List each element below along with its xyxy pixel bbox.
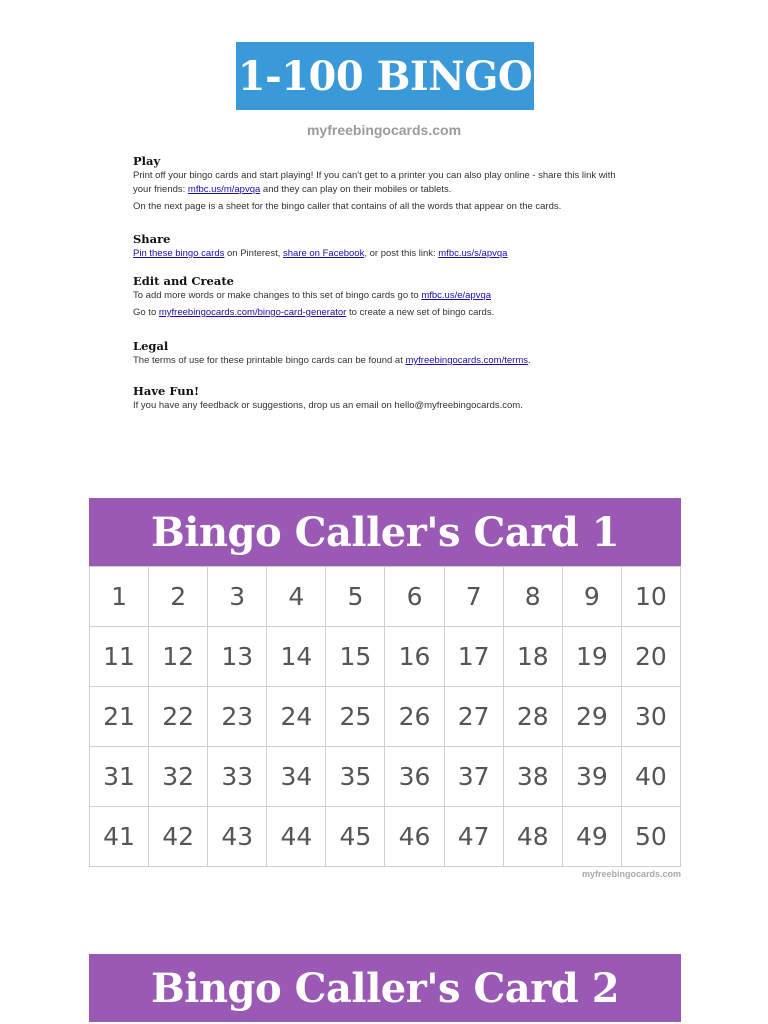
callers-card-2 [89, 954, 681, 1022]
legal-text [133, 354, 633, 368]
legal-heading: Legal [133, 339, 169, 353]
number-cell: 11 [90, 627, 149, 687]
number-cell: 43 [208, 807, 267, 867]
terms-link[interactable]: myfreebingocards.com/terms [405, 355, 528, 366]
number-cell: 12 [149, 627, 208, 687]
number-cell: 25 [326, 687, 385, 747]
number-cell: 20 [622, 627, 681, 687]
card-watermark: myfreebingocards.com [581, 869, 681, 879]
number-cell: 50 [622, 807, 681, 867]
number-cell: 40 [622, 747, 681, 807]
generator-link[interactable]: myfreebingocards.com/bingo-card-generator [158, 307, 347, 318]
edit-text-2-post: to create a new set of bingo cards. [346, 307, 495, 318]
number-cell: 3 [208, 567, 267, 627]
share-text-1: on Pinterest, [224, 248, 283, 259]
number-cell: 16 [385, 627, 444, 687]
fun-heading: Have Fun! [133, 384, 200, 398]
number-cell: 46 [385, 807, 444, 867]
number-cell: 1 [90, 567, 149, 627]
number-cell: 44 [267, 807, 326, 867]
facebook-link[interactable]: share on Facebook [283, 248, 365, 259]
page-title: 1-100 BINGO [236, 42, 534, 110]
number-cell: 26 [385, 687, 444, 747]
share-text [133, 247, 633, 261]
number-cell: 15 [326, 627, 385, 687]
edit-text-1-pre: To add more words or make changes to this set of bingo cards go to [133, 290, 422, 301]
number-cell: 34 [267, 747, 326, 807]
number-cell: 31 [90, 747, 149, 807]
edit-text-2-pre: Go to [133, 307, 159, 318]
number-cell: 4 [267, 567, 326, 627]
card-title: Bingo Caller's Card 1 [89, 498, 681, 566]
edit-text-1 [133, 289, 633, 303]
play-heading: Play [133, 154, 161, 168]
number-cell: 48 [504, 807, 563, 867]
number-cell: 32 [149, 747, 208, 807]
number-cell: 24 [267, 687, 326, 747]
number-cell: 42 [149, 807, 208, 867]
play-section [133, 154, 633, 214]
fun-text: If you have any feedback or suggestions, drop us an email on hello@myfreebingocards.com. [133, 400, 523, 411]
number-cell: 47 [445, 807, 504, 867]
play-text-post: and they can play on their mobiles or tablets. [260, 184, 452, 195]
number-cell: 18 [504, 627, 563, 687]
share-link[interactable]: mfbc.us/s/apvqa [438, 248, 508, 259]
legal-text-pre: The terms of use for these printable bingo cards can be found at [133, 355, 406, 366]
number-cell: 2 [149, 567, 208, 627]
play-text-2: On the next page is a sheet for the bingo caller that contains of all the words that appear on the cards. [133, 201, 562, 212]
edit-section [133, 274, 633, 320]
share-heading: Share [133, 232, 171, 246]
number-cell: 21 [90, 687, 149, 747]
site-name: myfreebingocards.com [306, 122, 462, 138]
number-cell: 19 [563, 627, 622, 687]
legal-text-post: . [527, 355, 531, 366]
number-cell: 23 [208, 687, 267, 747]
number-cell: 30 [622, 687, 681, 747]
number-cell: 38 [504, 747, 563, 807]
number-cell: 13 [208, 627, 267, 687]
fun-section [133, 384, 633, 413]
legal-section [133, 339, 633, 368]
number-cell: 39 [563, 747, 622, 807]
number-cell: 5 [326, 567, 385, 627]
number-cell: 37 [445, 747, 504, 807]
share-text-2: , or post this link: [364, 248, 439, 259]
play-text-pre: Print off your bingo cards and start playing! If you can't get to a printer you can also play online - share this link with your friends: [133, 170, 616, 195]
number-cell: 33 [208, 747, 267, 807]
number-cell: 29 [563, 687, 622, 747]
card-title: Bingo Caller's Card 2 [89, 954, 681, 1022]
number-cell: 8 [504, 567, 563, 627]
number-cell: 28 [504, 687, 563, 747]
number-cell: 22 [149, 687, 208, 747]
number-cell: 45 [326, 807, 385, 867]
number-cell: 10 [622, 567, 681, 627]
number-cell: 17 [445, 627, 504, 687]
callers-card-1 [89, 498, 681, 879]
edit-link[interactable]: mfbc.us/e/apvqa [421, 290, 492, 301]
number-cell: 35 [326, 747, 385, 807]
play-text [133, 169, 633, 197]
number-cell: 7 [445, 567, 504, 627]
number-grid [89, 566, 681, 867]
number-cell: 49 [563, 807, 622, 867]
number-cell: 27 [445, 687, 504, 747]
pinterest-link[interactable]: Pin these bingo cards [133, 248, 225, 259]
edit-text-2 [133, 306, 633, 320]
number-cell: 41 [90, 807, 149, 867]
number-cell: 6 [385, 567, 444, 627]
play-link[interactable]: mfbc.us/m/apvqa [187, 184, 261, 195]
number-cell: 9 [563, 567, 622, 627]
edit-heading: Edit and Create [133, 274, 234, 288]
number-cell: 36 [385, 747, 444, 807]
number-cell: 14 [267, 627, 326, 687]
share-section [133, 232, 633, 261]
